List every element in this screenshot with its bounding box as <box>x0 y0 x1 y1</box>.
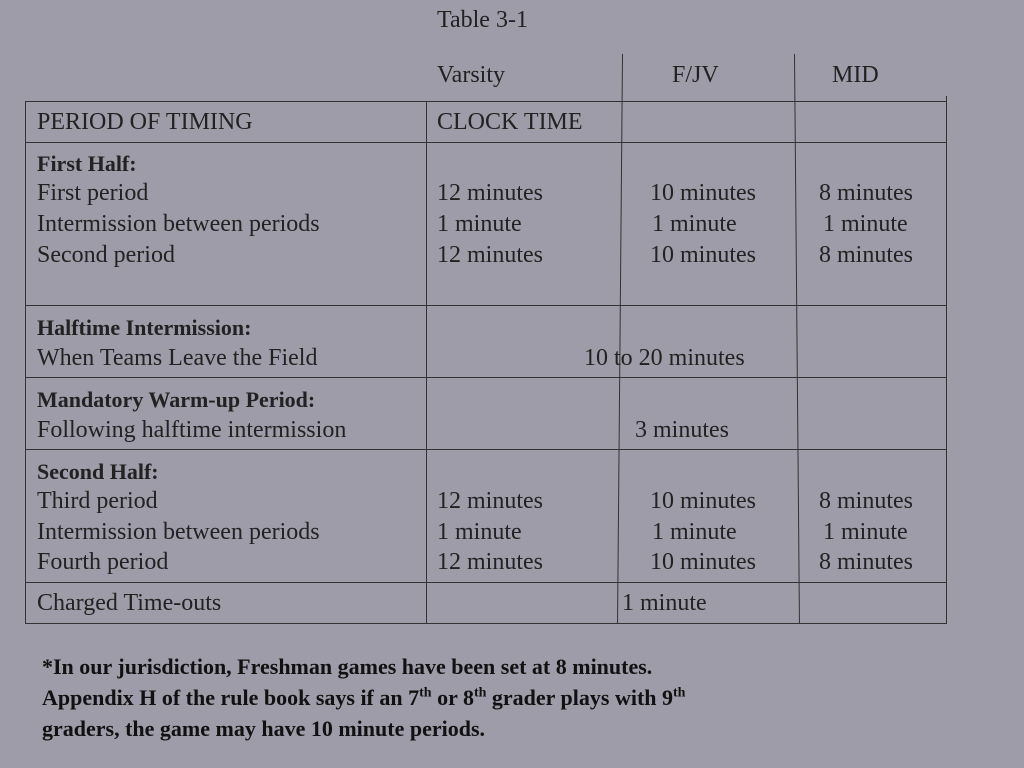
second-half-row-mid: 8 minutes <box>819 549 913 575</box>
column-header-varsity: Varsity <box>437 62 505 88</box>
timeouts-value: 1 minute <box>622 590 707 616</box>
footnote-line-3: graders, the game may have 10 minute periods. <box>42 716 486 741</box>
header-clock-time: CLOCK TIME <box>437 109 583 135</box>
second-half-row-label: Fourth period <box>37 549 169 575</box>
footnote-line-1: *In our jurisdiction, Freshman games have been set at 8 minutes. <box>42 654 653 679</box>
first-half-row-label: Second period <box>37 242 175 268</box>
second-half-row-label: Intermission between periods <box>37 519 320 545</box>
first-half-row-label: Intermission between periods <box>37 211 320 237</box>
second-half-row-mid: 8 minutes <box>819 488 913 514</box>
table-title: Table 3-1 <box>437 7 528 33</box>
second-half-row-varsity: 12 minutes <box>437 549 543 575</box>
footnote-line-2: Appendix H of the rule book says if an 7th or 8th grader plays with 9th <box>42 685 686 710</box>
first-half-row-fjv: 10 minutes <box>650 242 756 268</box>
header-period-of-timing: PERIOD OF TIMING <box>37 109 253 135</box>
first-half-row-mid: 1 minute <box>823 211 908 237</box>
column-header-mid: MID <box>832 62 879 88</box>
timeouts-label: Charged Time-outs <box>37 590 222 616</box>
first-half-row-varsity: 12 minutes <box>437 180 543 206</box>
first-half-row-mid: 8 minutes <box>819 180 913 206</box>
halftime-heading: Halftime Intermission: <box>37 315 252 340</box>
second-half-row-fjv: 10 minutes <box>650 488 756 514</box>
first-half-row-fjv: 10 minutes <box>650 180 756 206</box>
warmup-value: 3 minutes <box>635 417 729 443</box>
halftime-label: When Teams Leave the Field <box>37 345 318 371</box>
warmup-label: Following halftime intermission <box>37 417 347 443</box>
column-header-fjv: F/JV <box>672 62 719 88</box>
halftime-value: 10 to 20 minutes <box>584 345 745 371</box>
first-half-row-varsity: 1 minute <box>437 211 522 237</box>
second-half-row-label: Third period <box>37 488 158 514</box>
second-half-row-varsity: 12 minutes <box>437 488 543 514</box>
warmup-heading: Mandatory Warm-up Period: <box>37 387 316 412</box>
second-half-heading: Second Half: <box>37 459 159 484</box>
second-half-row-varsity: 1 minute <box>437 519 522 545</box>
footnote <box>42 651 685 744</box>
first-half-heading: First Half: <box>37 151 137 176</box>
first-half-row-varsity: 12 minutes <box>437 242 543 268</box>
second-half-row-fjv: 10 minutes <box>650 549 756 575</box>
second-half-row-fjv: 1 minute <box>652 519 737 545</box>
first-half-row-label: First period <box>37 180 149 206</box>
second-half-row-mid: 1 minute <box>823 519 908 545</box>
first-half-row-mid: 8 minutes <box>819 242 913 268</box>
first-half-row-fjv: 1 minute <box>652 211 737 237</box>
